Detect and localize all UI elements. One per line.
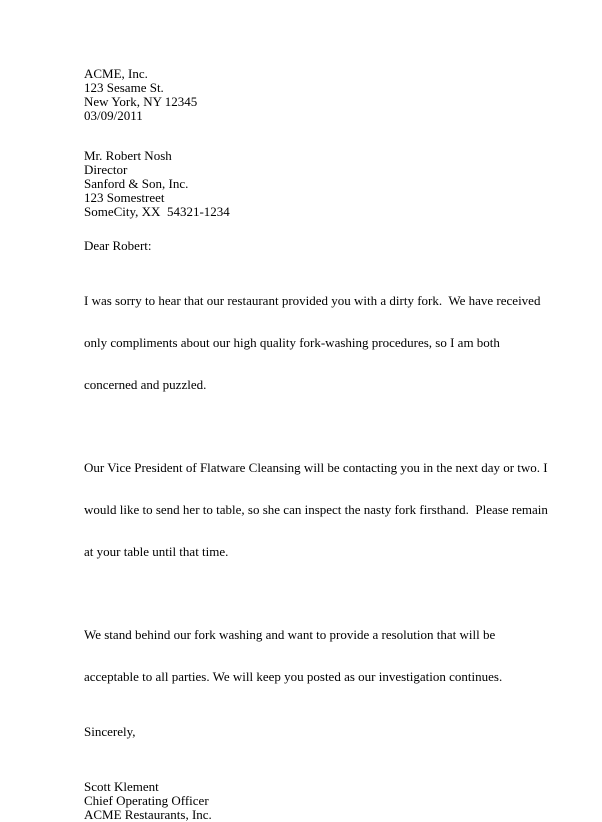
paragraph-line: I was sorry to hear that our restaurant provided you with a dirty fork. We have received	[84, 293, 541, 308]
sender-company: ACME, Inc.	[84, 66, 148, 81]
recipient-title: Director	[84, 162, 128, 177]
signature-block	[84, 780, 554, 822]
closing	[84, 725, 554, 739]
paragraph-line: acceptable to all parties. We will keep you posted as our investigation continues.	[84, 669, 503, 684]
letter-date: 03/09/2011	[84, 108, 143, 123]
paragraph-line: Our Vice President of Flatware Cleansing will be contacting you in the next day or two. I	[84, 460, 548, 475]
paragraph-line: We stand behind our fork washing and want to provide a resolution that will be	[84, 627, 496, 642]
paragraph-line: at your table until that time.	[84, 544, 229, 559]
letter	[84, 67, 554, 822]
sender-address	[84, 67, 554, 123]
closing-text: Sincerely,	[84, 724, 136, 739]
recipient-name: Mr. Robert Nosh	[84, 148, 172, 163]
recipient-address	[84, 149, 554, 219]
recipient-city-state-zip: SomeCity, XX 54321-1234	[84, 204, 230, 219]
salutation-text: Dear Robert:	[84, 238, 152, 253]
sender-street: 123 Sesame St.	[84, 80, 164, 95]
paragraph-line: concerned and puzzled.	[84, 377, 207, 392]
sender-city-state-zip: New York, NY 12345	[84, 94, 198, 109]
signer-name: Scott Klement	[84, 779, 159, 794]
recipient-street: 123 Somestreet	[84, 190, 165, 205]
signer-title: Chief Operating Officer	[84, 793, 209, 808]
signer-company: ACME Restaurants, Inc.	[84, 807, 212, 822]
recipient-company: Sanford & Son, Inc.	[84, 176, 189, 191]
paragraph-line: would like to send her to table, so she can inspect the nasty fork firsthand. Please remain	[84, 502, 548, 517]
paragraph-line: only compliments about our high quality fork-washing procedures, so I am both	[84, 335, 500, 350]
body-paragraph-3	[84, 600, 554, 712]
salutation	[84, 239, 554, 253]
body-paragraph-2	[84, 433, 554, 587]
body-paragraph-1	[84, 266, 554, 420]
